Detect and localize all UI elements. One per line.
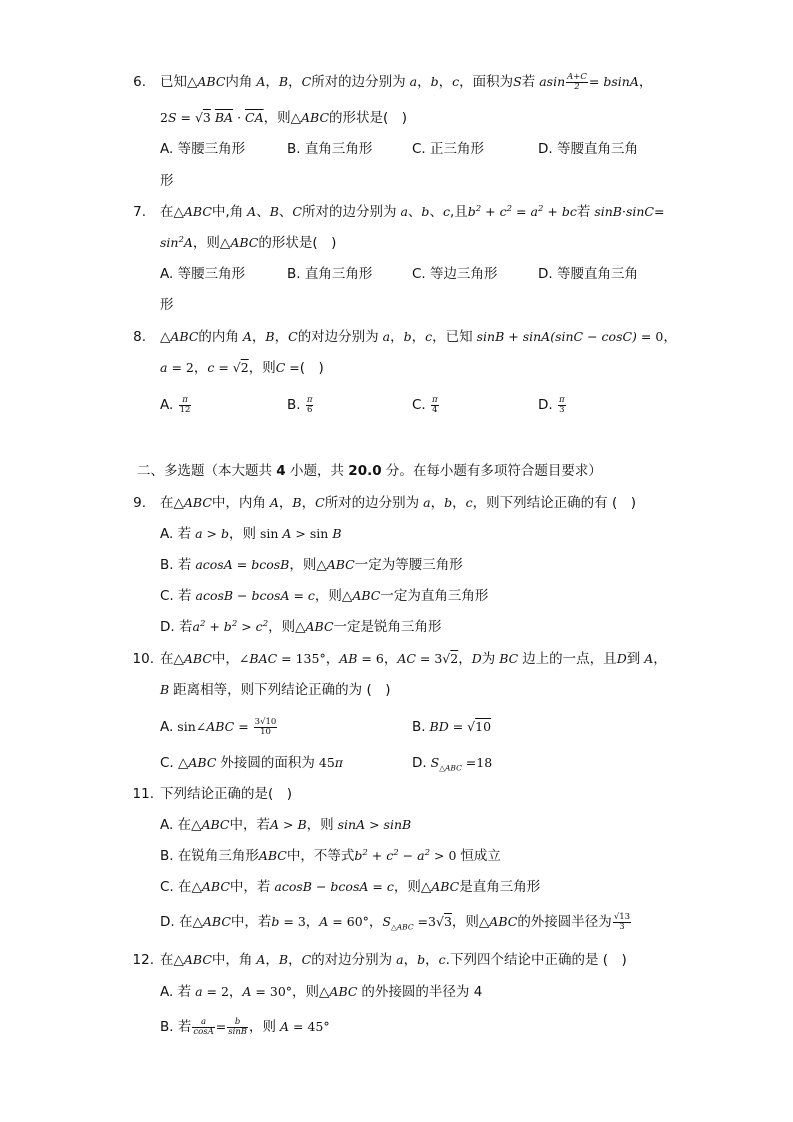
option-d: D. $S_{\triangle ABC} =18$ <box>412 755 493 773</box>
option-b: B. $\frac{\pi}{6}$ <box>287 394 313 415</box>
option-c: C. $\frac{\pi}{4}$ <box>412 394 438 415</box>
question-stem-line-2: $\sin^2A$，则△ABC的形状是( ) <box>160 234 337 251</box>
question-number: 10. <box>132 651 154 667</box>
option-c: C. 等边三角形 <box>412 266 498 282</box>
option-d-wrap: 形 <box>160 297 174 313</box>
option-b: B. BD = √10 <box>412 719 492 735</box>
question-number: 9. <box>133 495 146 511</box>
option-b: B. 若 $\frac{a}{\cos A}$ = $\frac{b}{\sin B}$ ，则 A = 45° <box>160 1016 330 1037</box>
option-d: D. $\frac{\pi}{3}$ <box>538 394 565 415</box>
option-c: C. 若 acosB − bcosA = c，则△ABC一定为直角三角形 <box>160 588 489 604</box>
option-b: B. 若 acosA = bcosB，则△ABC一定为等腰三角形 <box>160 557 463 573</box>
option-d: D. 等腰直角三角 <box>538 141 638 157</box>
question-number: 6. <box>133 74 146 90</box>
question-stem-line-1: △ABC的内角 A，B，C的对边分别为 a，b，c，已知 sinB + sinA(sinC − cosC) = 0， <box>160 329 677 345</box>
option-a: A. $\frac{\pi}{12}$ <box>160 394 191 415</box>
option-d: D. 在△ABC中，若b = 3，A = 60°，$S_{\triangle ABC} =3√3$，则△ABC的外接圆半径为 $\frac{√13}{3}$ <box>160 911 631 932</box>
option-c: C. 在△ABC中，若 acosB − bcosA = c，则△ABC是直角三角形 <box>160 879 541 895</box>
option-a: A. sin∠ABC = $\frac{3√10}{10}$ <box>160 716 277 737</box>
option-a: A. 在△ABC中，若A > B，则 sinA > sinB <box>160 817 412 833</box>
question-number: 11. <box>132 786 154 802</box>
option-b: B. 直角三角形 <box>287 141 373 157</box>
question-stem: 下列结论正确的是( ) <box>160 786 293 802</box>
option-a: A. 等腰三角形 <box>160 141 246 157</box>
option-d: D. 若$a^2 + b^2 > c^2$，则△ABC一定是锐角三角形 <box>160 618 442 635</box>
question-stem-line-1: 在△ABC中,角 A、B、C所对的边分别为 a、b、c,且$b^2 + c^2 = a^2$ + bc若 sinB·sinC= <box>160 203 665 220</box>
option-b: B. 在锐角三角形ABC中，不等式$b^2 + c^2 - a^2 > 0$ 恒成立 <box>160 847 501 864</box>
question-stem: 在△ABC中，内角 A，B，C所对的边分别为 a，b，c，则下列结论正确的有 ( ) <box>160 495 636 511</box>
option-c: C. 正三角形 <box>412 141 485 157</box>
question-stem: 在△ABC中，角 A，B，C的对边分别为 a，b，c.下列四个结论中正确的是 ( ) <box>160 952 627 968</box>
option-d-wrap: 形 <box>160 173 174 189</box>
question-stem-line-1: 在△ABC中，∠BAC = 135°，AB = 6，AC = 3√2，D为 BC 边上的一点，且D到 A， <box>160 651 667 667</box>
question-stem-line-2: 2S = √3 $\overline{BA} \cdot \overline{CA}$，则△ABC的形状是( ) <box>160 110 408 126</box>
question-stem-line-1: 已知△ABC内角 A，B，C所对的边分别为 a，b，c，面积为S若 asin $\frac{A+C}{2}$ = bsinA， <box>160 71 653 92</box>
section-heading: 二、多选题（本大题共 4 小题，共 20.0 分。在每小题有多项符合题目要求） <box>137 463 602 479</box>
question-stem-line-2: B 距离相等，则下列结论正确的为 ( ) <box>160 682 391 698</box>
option-a: A. 若 a > b，则 sin A > sin B <box>160 526 342 542</box>
question-number: 7. <box>133 204 146 220</box>
question-number: 12. <box>132 952 154 968</box>
option-a: A. 等腰三角形 <box>160 266 246 282</box>
option-d: D. 等腰直角三角 <box>538 266 638 282</box>
question-number: 8. <box>133 329 146 345</box>
option-b: B. 直角三角形 <box>287 266 373 282</box>
option-a: A. 若 a = 2，A = 30°，则△ABC 的外接圆的半径为 4 <box>160 984 483 1000</box>
option-c: C. △ABC 外接圆的面积为 45π <box>160 755 343 771</box>
question-stem-line-2: a = 2，c = √2，则C =( ) <box>160 360 324 376</box>
